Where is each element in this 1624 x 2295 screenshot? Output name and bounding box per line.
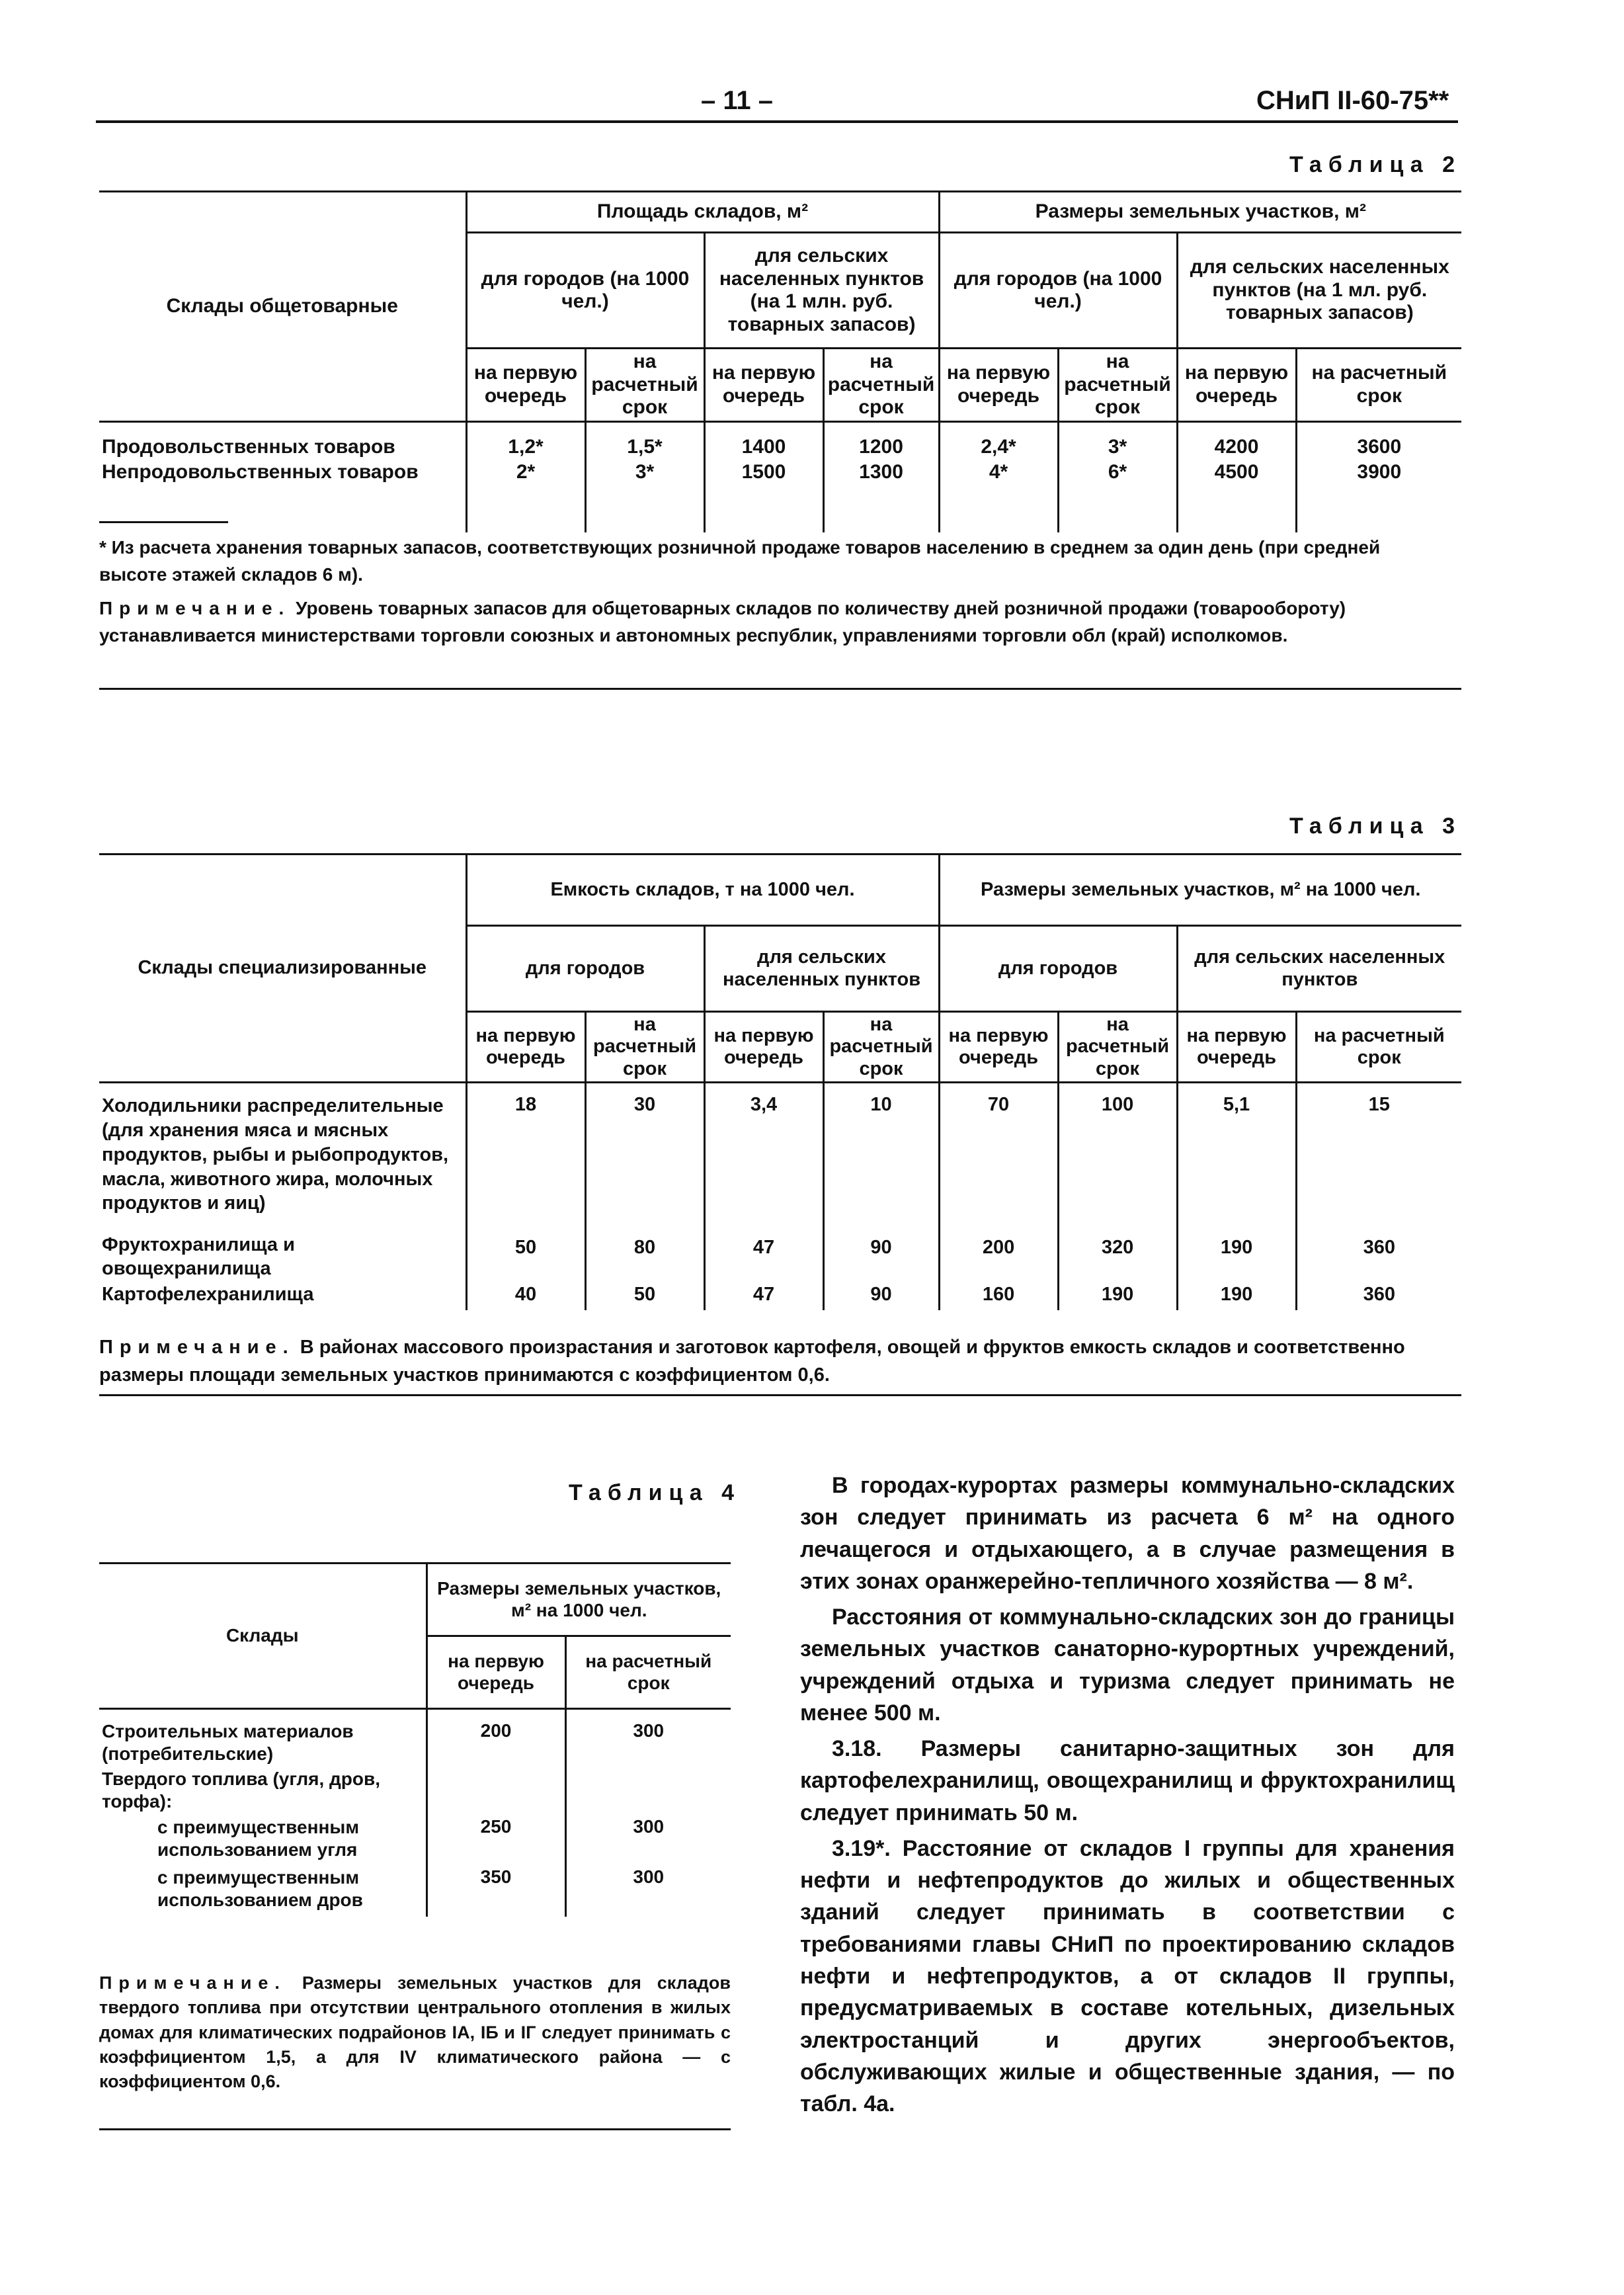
table-cell: 3,4 <box>704 1083 823 1231</box>
table-cell: 320 <box>1058 1231 1177 1283</box>
paragraph: 3.19*. Расстояние от складов I группы для хранения нефти и нефтепродуктов до жилых и общественных зданий следует принимать в соответствии с требованиями главы СНиП по проектированию складов нефти и нефтепродуктов, а от складов II группы, предусматриваемых в составе котельных, дизельных электростанций и других энергообъектов, обслуживающих жилые и общественные здания, — по табл. 4а. <box>800 1835 1455 2117</box>
table-cell: 70 <box>939 1083 1058 1231</box>
table-cell: 300 <box>565 1865 731 1917</box>
section-rule <box>99 1394 1461 1396</box>
row-label: Строительных материалов (потребительские) <box>102 1721 354 1765</box>
table4-row-header: Склады <box>99 1564 426 1709</box>
table-row <box>99 1282 1461 1310</box>
table4-col-first: на первую очередь <box>426 1636 565 1709</box>
table-cell: 2* <box>466 460 585 532</box>
table-cell: 6* <box>1058 460 1177 532</box>
row-label: Холодильники распределительные (для хранения мяса и мясных продуктов, рыбы и рыбопродуктов, масла, животного жира, молочных продуктов и яиц) <box>102 1095 449 1214</box>
table3-col-calc: на расчетный срок <box>1296 1012 1461 1083</box>
table-cell: 47 <box>704 1231 823 1283</box>
row-label: с преимущественным использованием дров <box>157 1866 363 1910</box>
table-4 <box>99 1562 731 1917</box>
table-cell: 80 <box>585 1231 704 1283</box>
paragraph: В городах-курортах размеры коммунально-складских зон следует принимать из расчета 6 м² на одного лечащегося и отдыхающего, а в случае размещения в этих зонах оранжерейно-тепличного хозяйства — 8 м². <box>800 1473 1455 1594</box>
table3-caption: Таблица 3 <box>1289 814 1462 839</box>
section-rule <box>99 2128 731 2130</box>
table3-col-calc: на расчетный срок <box>585 1012 704 1083</box>
table2-col-first: на первую очередь <box>939 349 1058 422</box>
table3-col-first: на первую очередь <box>466 1012 585 1083</box>
table2-col-calc: на расчетный срок <box>585 349 704 422</box>
note-label: Примечание. <box>99 1337 295 1358</box>
table-cell: 190 <box>1177 1231 1296 1283</box>
table-cell: 3900 <box>1296 460 1461 532</box>
header-rule <box>96 120 1458 123</box>
table2-sub-rural-1: для сельских населенных пунктов (на 1 млн. руб. товарных запасов) <box>704 233 939 349</box>
table2-group-area: Площадь складов, м² <box>466 192 939 233</box>
row-label: Твердого топлива (угля, дров, торфа): <box>102 1769 380 1812</box>
table2-sub-city-2: для городов (на 1000 чел.) <box>939 233 1177 349</box>
note-label: Примечание. <box>99 1973 286 1993</box>
table-cell: 2,4* <box>939 421 1058 460</box>
table3-sub-rural-2: для сельских населенных пунктов <box>1177 926 1461 1012</box>
table-row <box>99 460 1461 532</box>
table-cell: 360 <box>1296 1282 1461 1310</box>
table2-col-first: на первую очередь <box>1177 349 1296 422</box>
table-cell: 250 <box>426 1815 565 1865</box>
document-code: СНиП II-60-75** <box>1256 86 1449 115</box>
table-cell: 3* <box>585 460 704 532</box>
note-label: Примечание. <box>99 598 291 618</box>
table-cell: 190 <box>1177 1282 1296 1310</box>
footnote-rule <box>99 521 228 523</box>
table3-sub-city-2: для городов <box>939 926 1177 1012</box>
table-cell: 30 <box>585 1083 704 1231</box>
table-cell: 200 <box>426 1709 565 1767</box>
table3-col-first: на первую очередь <box>1177 1012 1296 1083</box>
table4-group-land: Размеры земельных участков, м² на 1000 чел. <box>426 1564 731 1636</box>
table-cell <box>565 1767 731 1814</box>
table-row <box>99 421 1461 460</box>
table3-note <box>99 1333 1461 1389</box>
table-cell: 1400 <box>704 421 823 460</box>
table2-sub-rural-2: для сельских населенных пунктов (на 1 мл. руб. товарных запасов) <box>1177 233 1461 349</box>
table-cell: 4200 <box>1177 421 1296 460</box>
table-cell: 1200 <box>823 421 939 460</box>
table-cell: 47 <box>704 1282 823 1310</box>
table-cell: 160 <box>939 1282 1058 1310</box>
table-cell: 4* <box>939 460 1058 532</box>
table4-col-calc: на расчетный срок <box>565 1636 731 1709</box>
table3-row-header: Склады специализированные <box>99 855 466 1083</box>
table-cell: 1,5* <box>585 421 704 460</box>
table-cell: 350 <box>426 1865 565 1917</box>
table-row <box>99 1767 731 1814</box>
table-cell: 50 <box>585 1282 704 1310</box>
table3-sub-city-1: для городов <box>466 926 704 1012</box>
table2-note <box>99 595 1415 649</box>
table2-col-calc: на расчетный срок <box>1296 349 1461 422</box>
table-cell: 18 <box>466 1083 585 1231</box>
table3-group-capacity: Емкость складов, т на 1000 чел. <box>466 855 939 926</box>
table-cell: 300 <box>565 1815 731 1865</box>
table3-col-first: на первую очередь <box>704 1012 823 1083</box>
table-cell: 1300 <box>823 460 939 532</box>
table3-col-calc: на расчетный срок <box>823 1012 939 1083</box>
body-text <box>800 1470 1455 2124</box>
row-label: Картофелехранилища <box>102 1284 314 1306</box>
table-row <box>99 1231 1461 1283</box>
table-cell: 4500 <box>1177 460 1296 532</box>
section-rule <box>99 688 1461 690</box>
table-cell: 90 <box>823 1231 939 1283</box>
table-cell: 15 <box>1296 1083 1461 1231</box>
table-row <box>99 1709 731 1767</box>
table-cell <box>426 1767 565 1814</box>
row-label: с преимущественным использованием угля <box>157 1816 360 1860</box>
note-text: Уровень товарных запасов для общетоварных складов по количеству дней розничной продажи (товарообороту) устанавливается министерствами торговли союзных и автономных республик, управлениями торговли обл (край) исполкомов. <box>99 598 1346 646</box>
row-label: Продовольственных товаров <box>102 435 395 458</box>
table-cell: 190 <box>1058 1282 1177 1310</box>
table2-caption: Таблица 2 <box>1289 152 1462 177</box>
table-row <box>99 1083 1461 1231</box>
table2-group-land: Размеры земельных участков, м² <box>939 192 1461 233</box>
table-cell: 3600 <box>1296 421 1461 460</box>
paragraph: Расстояния от коммунально-складских зон до границы земельных участков санаторно-курортных учреждений, учреждений отдыха и туризма следует принимать не менее 500 м. <box>800 1605 1455 1726</box>
note-text: В районах массового произрастания и заготовок картофеля, овощей и фруктов емкость складов и соответственно размеры площади земельных участков принимаются с коэффициентом 0,6. <box>99 1337 1405 1386</box>
table-cell: 3* <box>1058 421 1177 460</box>
table-cell: 200 <box>939 1231 1058 1283</box>
table-cell: 100 <box>1058 1083 1177 1231</box>
table-cell: 1500 <box>704 460 823 532</box>
table2-col-first: на первую очередь <box>704 349 823 422</box>
table4-note <box>99 1971 731 2094</box>
table-cell: 40 <box>466 1282 585 1310</box>
table-cell: 10 <box>823 1083 939 1231</box>
table3-group-land: Размеры земельных участков, м² на 1000 чел. <box>939 855 1461 926</box>
table-cell: 1,2* <box>466 421 585 460</box>
table2-row-header: Склады общетоварные <box>99 192 466 422</box>
table-cell: 50 <box>466 1231 585 1283</box>
table2-sub-city-1: для городов (на 1000 чел.) <box>466 233 704 349</box>
row-label: Фруктохранилища и овощехранилища <box>102 1233 295 1280</box>
table3-col-calc: на расчетный срок <box>1058 1012 1177 1083</box>
table2-footnote: * Из расчета хранения товарных запасов, соответствующих розничной продаже товаров населению в среднем за один день (при средней высоте этажей складов 6 м). <box>99 537 1381 585</box>
table3-col-first: на первую очередь <box>939 1012 1058 1083</box>
row-label: Непродовольственных товаров <box>102 460 419 483</box>
table2-col-calc: на расчетный срок <box>1058 349 1177 422</box>
table-row <box>99 1865 731 1917</box>
paragraph: 3.18. Размеры санитарно-защитных зон для картофелехранилищ, овощехранилищ и фруктохранилищ следует принимать 50 м. <box>800 1736 1455 1825</box>
table-3 <box>99 853 1461 1310</box>
table-row <box>99 1815 731 1865</box>
table-cell: 300 <box>565 1709 731 1767</box>
table-2 <box>99 190 1461 532</box>
page-number: – 11 – <box>701 86 774 115</box>
table3-sub-rural-1: для сельских населенных пунктов <box>704 926 939 1012</box>
table2-col-first: на первую очередь <box>466 349 585 422</box>
table2-col-calc: на расчетный срок <box>823 349 939 422</box>
table-cell: 5,1 <box>1177 1083 1296 1231</box>
note-text: Размеры земельных участков для складов твердого топлива при отсутствии центрального отопления в жилых домах для климатических подрайонов IА, IБ и IГ следует принимать с коэффициентом 1,5, а для IV климатического района — с коэффициентом 0,6. <box>99 1973 731 2091</box>
table-cell: 90 <box>823 1282 939 1310</box>
table4-caption: Таблица 4 <box>569 1480 741 1505</box>
table-cell: 360 <box>1296 1231 1461 1283</box>
